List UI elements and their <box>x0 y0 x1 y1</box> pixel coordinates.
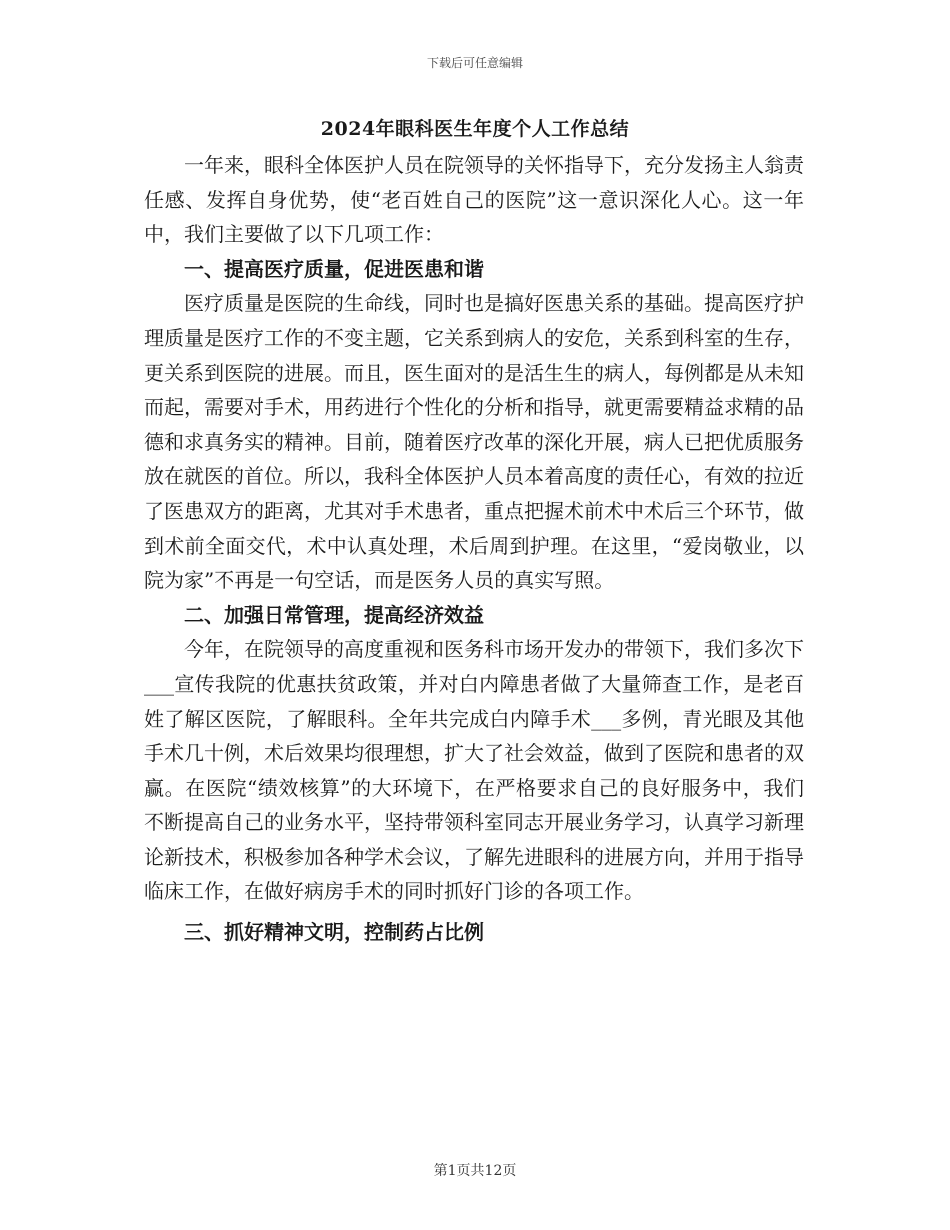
page-number: 第1页共12页 <box>433 1163 517 1179</box>
intro-paragraph: 一年来，眼科全体医护人员在院领导的关怀指导下，充分发扬主人翁责任感、发挥自身优势，使“老百姓自己的医院”这一意识深化人心。这一年中，我们主要做了以下几项工作： <box>144 153 804 247</box>
section-heading-3: 三、抓好精神文明，控制药占比例 <box>184 920 484 945</box>
document-body <box>144 148 804 950</box>
document-title: 2024年眼科医生年度个人工作总结 <box>320 118 630 140</box>
section-heading-2: 二、加强日常管理，提高经济效益 <box>184 602 484 627</box>
section-paragraph-1: 医疗质量是医院的生命线，同时也是搞好医患关系的基础。提高医疗护理质量是医疗工作的不变主题，它关系到病人的安危，关系到科室的生存，更关系到医院的进展。而且，医生面对的是活生生的病人，每例都是从未知而起，需要对手术，用药进行个性化的分析和指导，就更需要精益求精的品德和求真务实的精神。目前，随着医疗改革的深化开展，病人已把优质服务放在就医的首位。所以，我科全体医护人员本着高度的责任心，有效的拉近了医患双方的距离，尤其对手术患者，重点把握术前术中术后三个环节，做到术前全面交代，术中认真处理，术后周到护理。在这里，“爱岗敬业，以院为家”不再是一句空话，而是医务人员的真实写照。 <box>144 291 804 593</box>
section-paragraph-2: 今年，在院领导的高度重视和医务科市场开发办的带领下，我们多次下___宣传我院的优惠扶贫政策，并对白内障患者做了大量筛查工作，是老百姓了解区医院，了解眼科。全年共完成白内障手术___多例，青光眼及其他手术几十例，术后效果均很理想，扩大了社会效益，做到了医院和患者的双赢。在医院“绩效核算”的大环境下，在严格要求自己的良好服务中，我们不断提高自己的业务水平，坚持带领科室同志开展业务学习，认真学习新理论新技术，积极参加各种学术会议，了解先进眼科的进展方向，并用于指导临床工作，在做好病房手术的同时抓好门诊的各项工作。 <box>144 637 804 904</box>
header-note: 下载后可任意编辑 <box>426 56 523 70</box>
section-heading-1: 一、提高医疗质量，促进医患和谐 <box>184 256 484 281</box>
